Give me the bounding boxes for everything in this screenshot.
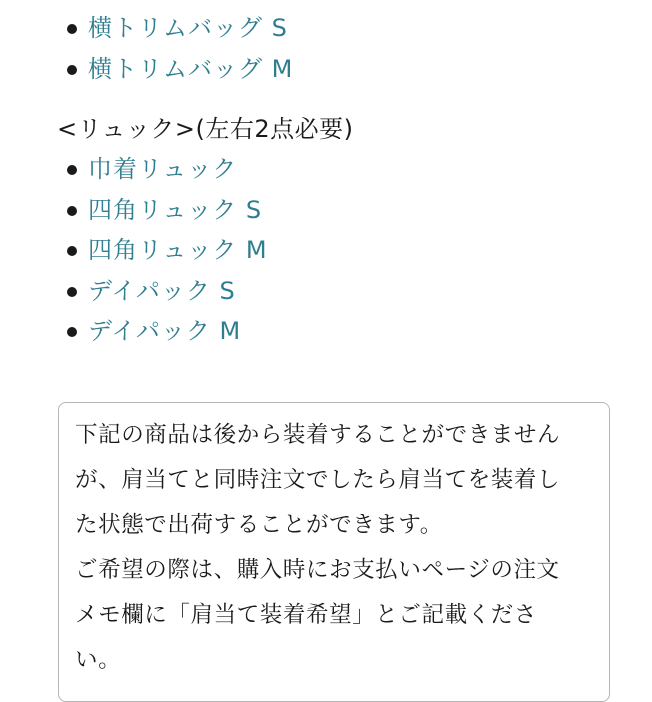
product-link-square-m[interactable]: 四角リュック M — [88, 236, 268, 264]
product-link-daypack-m[interactable]: デイパック M — [88, 317, 242, 345]
notice-line: た状態で出荷することができます。 — [75, 512, 443, 538]
list-item — [88, 49, 652, 90]
notice-line: メモ欄に「肩当て装着希望」とご記載くださ — [75, 602, 538, 628]
product-link-bag-m[interactable]: 横トリムバッグ M — [88, 54, 294, 83]
product-link-kinchaku[interactable]: 巾着リュック — [88, 155, 238, 183]
list-item — [88, 311, 652, 352]
notice-box — [58, 402, 610, 702]
bullet-icon — [67, 206, 77, 216]
product-link-daypack-s[interactable]: デイパック S — [88, 276, 236, 305]
section-heading-ruck: <リュック>(左右2点必要) — [57, 115, 354, 143]
notice-line: い。 — [75, 647, 122, 673]
list-item-clipped — [88, 0, 652, 8]
list-item — [88, 190, 652, 231]
ruck-list — [0, 149, 652, 352]
list-item — [88, 8, 652, 49]
clipped-list — [0, 0, 652, 8]
bullet-icon — [67, 327, 77, 337]
notice-line: ご希望の際は、購入時にお支払いページの注文 — [75, 557, 560, 583]
bullet-icon — [67, 65, 77, 75]
list-item — [88, 230, 652, 271]
bag-list — [0, 8, 652, 89]
bullet-icon — [67, 287, 77, 297]
notice-line: が、肩当てと同時注文でしたら肩当てを装着し — [75, 467, 561, 493]
notice-line: 下記の商品は後から装着することができません — [75, 422, 561, 448]
notice-text — [75, 413, 585, 683]
bullet-icon — [67, 24, 77, 34]
list-item — [88, 271, 652, 312]
bullet-icon — [67, 246, 77, 256]
product-link-square-s[interactable]: 四角リュック S — [88, 195, 263, 224]
bullet-icon — [67, 165, 77, 175]
product-link-bag-s[interactable]: 横トリムバッグ S — [88, 14, 288, 42]
list-item — [88, 149, 652, 190]
clipped-list-row — [0, 0, 652, 8]
